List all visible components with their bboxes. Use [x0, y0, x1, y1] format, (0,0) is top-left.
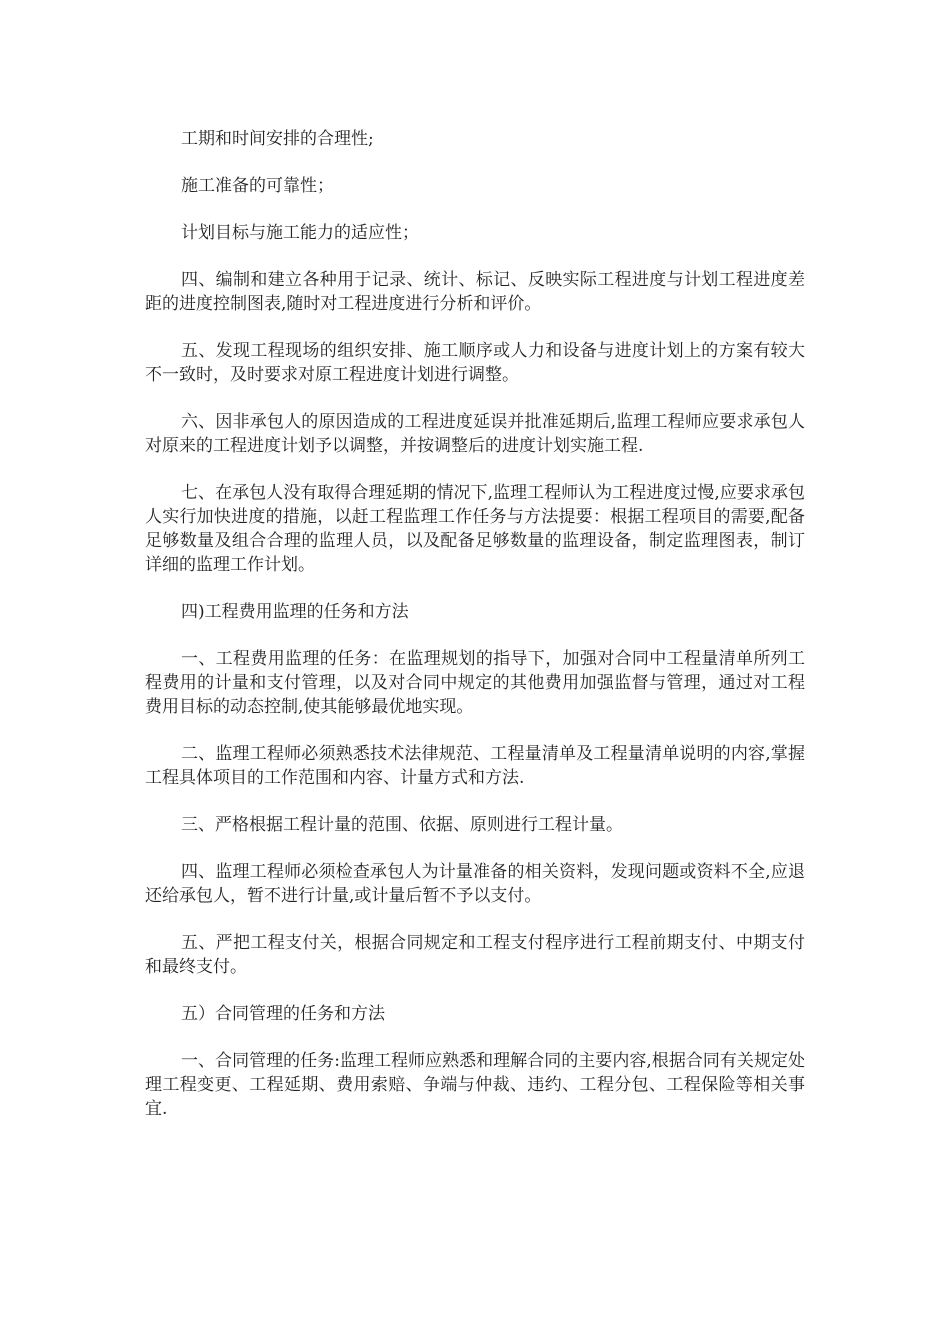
- paragraph-contract-task: 一、合同管理的任务:监理工程师应熟悉和理解合同的主要内容,根据合同有关规定处理工程变更、工程延期、费用索赔、争端与仲裁、违约、工程分包、工程保险等相关事宜.: [145, 1051, 805, 1119]
- paragraph-plan-capability: 计划目标与施工能力的适应性；: [181, 223, 419, 243]
- document-body: [145, 127, 805, 1144]
- paragraph-measurement-rules: 三、严格根据工程计量的范围、依据、原则进行工程计量。: [181, 815, 623, 835]
- paragraph-payment-control: 五、严把工程支付关，根据合同规定和工程支付程序进行工程前期支付、中期支付和最终支付。: [145, 933, 805, 977]
- section-heading-cost-supervision: 四)工程费用监理的任务和方法: [181, 602, 409, 622]
- paragraph-delay-adjustment: 六、因非承包人的原因造成的工程进度延误并批准延期后,监理工程师应要求承包人对原来的工程进度计划予以调整，并按调整后的进度计划实施工程.: [145, 412, 805, 456]
- paragraph-cost-task: 一、工程费用监理的任务：在监理规划的指导下，加强对合同中工程量清单所列工程费用的计量和支付管理，以及对合同中规定的其他费用加强监督与管理，通过对工程费用目标的动态控制,使其能够最优地实现。: [145, 649, 805, 717]
- paragraph-schedule-rationality: 工期和时间安排的合理性;: [181, 129, 374, 149]
- paragraph-check-materials: 四、监理工程师必须检查承包人为计量准备的相关资料，发现问题或资料不全,应退还给承包人，暂不进行计量,或计量后暂不予以支付。: [145, 862, 805, 906]
- paragraph-adjust-plan: 五、发现工程现场的组织安排、施工顺序或人力和设备与进度计划上的方案有较大不一致时，及时要求对原工程进度计划进行调整。: [145, 341, 805, 385]
- paragraph-familiarize-specs: 二、监理工程师必须熟悉技术法律规范、工程量清单及工程量清单说明的内容,掌握工程具体项目的工作范围和内容、计量方式和方法.: [145, 744, 805, 788]
- paragraph-progress-charts: 四、编制和建立各种用于记录、统计、标记、反映实际工程进度与计划工程进度差距的进度控制图表,随时对工程进度进行分析和评价。: [145, 270, 805, 314]
- paragraph-accelerate-progress: 七、在承包人没有取得合理延期的情况下,监理工程师认为工程进度过慢,应要求承包人实行加快进度的措施，以赶工程监理工作任务与方法提要：根据工程项目的需要,配备足够数量及组合合理的监理人员，以及配备足够数量的监理设备，制定监理图表，制订详细的监理工作计划。: [145, 483, 805, 575]
- paragraph-construction-prep: 施工准备的可靠性；: [181, 176, 334, 196]
- section-heading-contract-management: 五）合同管理的任务和方法: [181, 1004, 385, 1024]
